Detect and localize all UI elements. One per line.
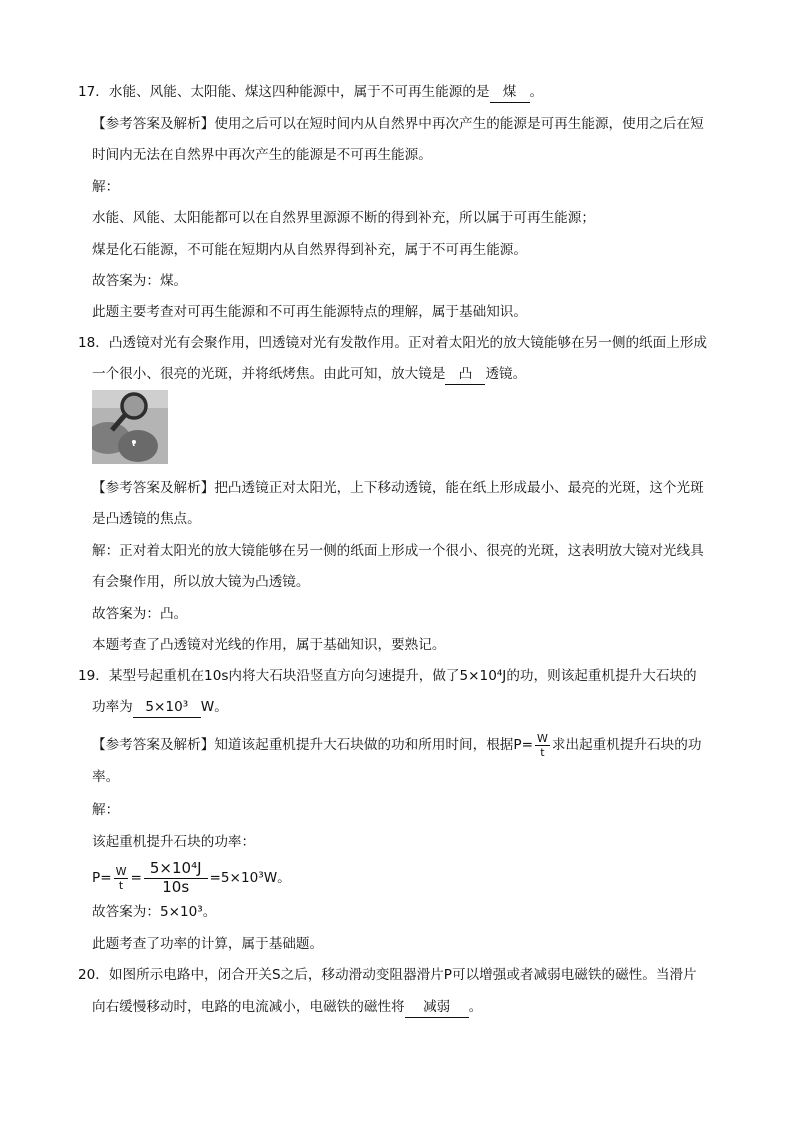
q19-answer-blank: 5×10³: [133, 697, 201, 718]
q18-solve-1: 解：正对着太阳光的放大镜能够在另一侧的纸面上形成一个很小、很亮的光斑，这表明放大镜对光线具: [92, 543, 704, 559]
q19-analysis-2: 率。: [92, 769, 120, 785]
q19-solve-line-1: 该起重机提升石块的功率：: [92, 834, 256, 850]
q18-summary: 本题考查了凸透镜对光线的作用，属于基础知识，要熟记。: [92, 637, 446, 653]
magnifier-photo: [92, 390, 168, 464]
q18-analysis-1: 【参考答案及解析】把凸透镜正对太阳光，上下移动透镜，能在纸上形成最小、最亮的光斑，这个光斑: [92, 480, 704, 496]
magnifier-icon: [92, 390, 168, 464]
q18-final-answer: 故答案为：凸。: [92, 606, 188, 622]
q19-stem-1: 19．某型号起重机在10s内将大石块沿竖直方向匀速提升，做了5×10⁴J的功，则该起重机提升大石块的: [78, 668, 697, 684]
q19-summary: 此题考查了功率的计算，属于基础题。: [92, 936, 324, 952]
formula-w-over-t: $\frac{W}{t}$: [115, 864, 127, 892]
q18-answer-blank: 凸: [445, 364, 485, 385]
q17-solve-line-2: 煤是化石能源，不可能在短期内从自然界得到补充，属于不可再生能源。: [92, 242, 527, 258]
q19-stem-2: 功率为 5×10³ W。: [92, 697, 228, 718]
q19-final-answer: 故答案为：5×10³。: [92, 904, 217, 920]
q17-summary: 此题主要考查对可再生能源和不可再生能源特点的理解，属于基础知识。: [92, 304, 527, 320]
q19-analysis-1: 【参考答案及解析】知道该起重机提升大石块做的功和所用时间，根据P= $\frac{W}{t}$ 求出起重机提升石块的功: [92, 731, 702, 759]
q17-solve-label: 解：: [92, 179, 120, 195]
q18-stem-2: 一个很小、很亮的光斑，并将纸烤焦。由此可知，放大镜是 凸 透镜。: [92, 364, 526, 385]
formula-work-over-time: $\frac{\text{5×10⁴J}}{10s}$: [144, 861, 208, 895]
q18-analysis-2: 是凸透镜的焦点。: [92, 511, 201, 527]
q17-analysis-1: 【参考答案及解析】使用之后可以在短时间内从自然界中再次产生的能源是可再生能源，使用之后在短: [92, 116, 704, 132]
q18-solve-2: 有会聚作用，所以放大镜为凸透镜。: [92, 574, 310, 590]
q20-answer-blank: 减弱: [405, 997, 469, 1018]
q20-stem-2: 向右缓慢移动时，电路的电流减小，电磁铁的磁性将 减弱 。: [92, 997, 482, 1018]
power-formula-fraction: $\frac{W}{t}$: [537, 731, 548, 759]
q19-solve-label: 解：: [92, 802, 120, 818]
q17-stem: 17．水能、风能、太阳能、煤这四种能源中，属于不可再生能源的是 煤 。: [78, 82, 543, 103]
q19-formula: P= $\frac{W}{t}$ = $\frac{\text{5×10⁴J}}{10s}$ =5×10³W。: [92, 859, 291, 896]
q17-final-answer: 故答案为：煤。: [92, 273, 188, 289]
q20-stem-1: 20．如图所示电路中，闭合开关S之后，移动滑动变阻器滑片P可以增强或者减弱电磁铁的磁性。当滑片: [78, 967, 697, 983]
q17-solve-line-1: 水能、风能、太阳能都可以在自然界里源源不断的得到补充，所以属于可再生能源；: [92, 210, 595, 226]
q17-answer-blank: 煤: [490, 82, 530, 103]
q18-stem-1: 18．凸透镜对光有会聚作用，凹透镜对光有发散作用。正对着太阳光的放大镜能够在另一侧的纸面上形成: [78, 335, 708, 351]
q17-analysis-2: 时间内无法在自然界中再次产生的能源是不可再生能源。: [92, 147, 432, 163]
